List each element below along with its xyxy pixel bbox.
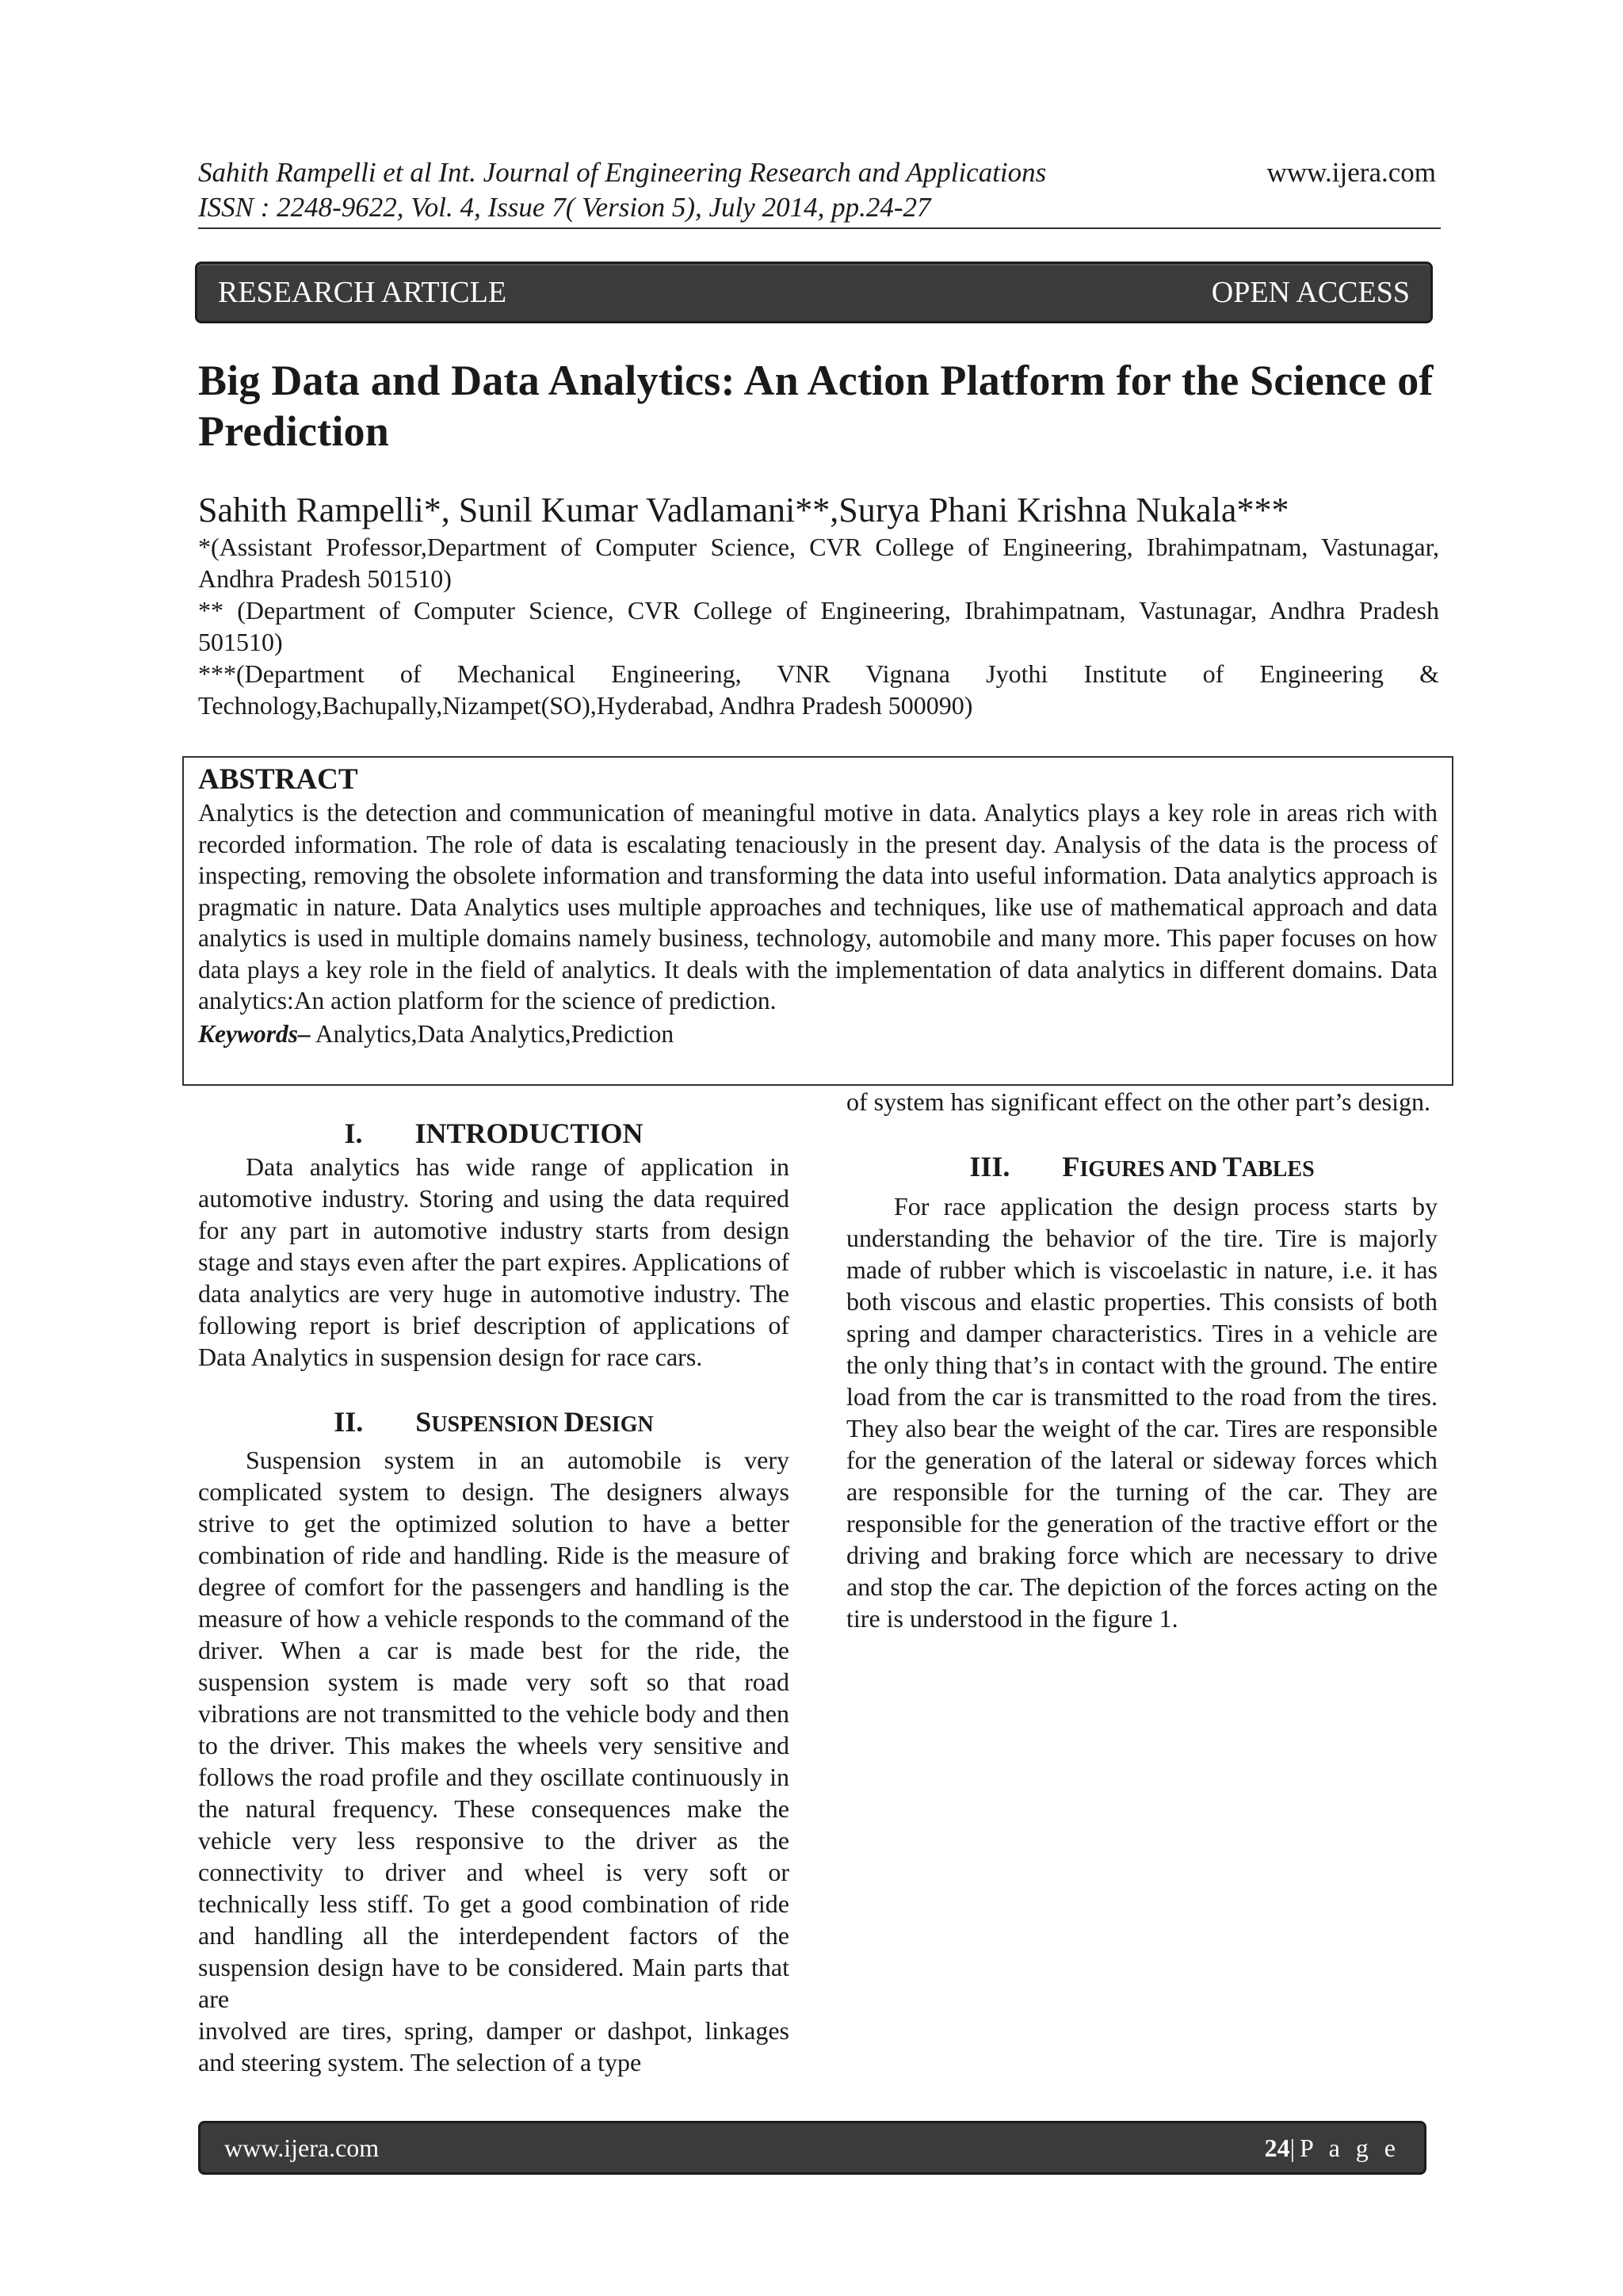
suspension-paragraph-cont: involved are tires, spring, damper or dashpot, linkages and steering system. The selection of a type bbox=[198, 2016, 789, 2076]
left-column bbox=[198, 1116, 789, 2078]
footer-url: www.ijera.com bbox=[224, 2133, 380, 2162]
keywords-list: Analytics,Data Analytics,Prediction bbox=[310, 1019, 674, 1048]
journal-citation: Sahith Rampelli et al Int. Journal of Engineering Research and Applications bbox=[198, 157, 1047, 188]
abstract-text: Analytics is the detection and communication of meaningful motive in data. Analytics plays a key role in areas rich with recorded information. The role of data is escalating tenaciously in the present day. Analysis of the data is the process of inspecting, removing the obsolete information and transforming the data into useful information. Data analytics approach is pragmatic in nature. Data Analytics uses multiple approaches and techniques, like use of mathematical approach and data analytics is used in multiple domains namely business, technology, automobile and many more. This paper focuses on how data plays a key role in the field of analytics. It deals with the implementation of data analytics in different domains. Data analytics:An action platform for the science of prediction. bbox=[198, 799, 1438, 1014]
page-footer bbox=[198, 2121, 1426, 2175]
affiliation-1: *(Assistant Professor,Department of Computer Science, CVR College of Engineering, Ibrahimpatnam, Vastunagar, Andhra Pradesh 501510) bbox=[198, 533, 1439, 593]
page-number bbox=[1265, 2134, 1400, 2163]
paper-title: Big Data and Data Analytics: An Action Platform for the Science of Prediction bbox=[198, 357, 1434, 455]
section-heading-suspension-design: II. SUSPENSION DESIGN bbox=[334, 1406, 654, 1438]
section-number: I. bbox=[344, 1117, 363, 1149]
header-rule bbox=[198, 227, 1441, 229]
suspension-paragraph: Suspension system in an automobile is very complicated system to design. The designers always strive to get the optimized solution to have a better combination of ride and handling. Ride is the measure of degree of comfort for the passengers and handling is the measure of how a vehicle responds to the command of the driver. When a car is made best for the ride, the suspension system is made very soft so that road vibrations are not transmitted to the vehicle body and then to the driver. This makes the wheels very sensitive and follows the road profile and they oscillate continuously in the natural frequency. These consequences make the vehicle very less responsive to the driver as the connectivity to driver and wheel is very soft or technically less stiff. To get a good combination of ride and handling all the interdependent factors of the suspension design have to be considered. Main parts that are bbox=[198, 1446, 789, 2013]
keywords-label: Keywords– bbox=[198, 1019, 311, 1048]
keywords-line bbox=[198, 1018, 1438, 1050]
article-type-banner bbox=[195, 262, 1433, 323]
banner-research-article: RESEARCH ARTICLE bbox=[218, 276, 507, 309]
affiliation-2: ** (Department of Computer Science, CVR College of Engineering, Ibrahimpatnam, Vastunagar, Andhra Pradesh 501510) bbox=[198, 596, 1439, 656]
introduction-paragraph: Data analytics has wide range of application in automotive industry. Storing and using the data required for any part in automotive industry starts from design stage and stays even after the part expires. Applications of data analytics are very huge in automotive industry. The following report is brief description of applications of Data Analytics in suspension design for race cars. bbox=[198, 1152, 789, 1371]
abstract-heading: ABSTRACT bbox=[198, 763, 358, 796]
issn-line: ISSN : 2248-9622, Vol. 4, Issue 7( Version 5), July 2014, pp.24-27 bbox=[198, 192, 931, 223]
journal-url: www.ijera.com bbox=[1266, 157, 1436, 188]
page-number-value: 24 bbox=[1264, 2133, 1290, 2162]
suspension-paragraph-end: of system has significant effect on the other part’s design. bbox=[846, 1087, 1430, 1116]
section-number: II. bbox=[334, 1406, 364, 1438]
section-heading-introduction bbox=[198, 1116, 789, 1151]
section-heading-figures-and-tables: III. FIGURES AND TABLES bbox=[969, 1151, 1315, 1182]
page-label: |P a g e bbox=[1289, 2133, 1400, 2162]
banner-open-access: OPEN ACCESS bbox=[1211, 276, 1410, 309]
abstract-box bbox=[182, 756, 1453, 1086]
section-title: INTRODUCTION bbox=[414, 1117, 643, 1149]
affiliation-3: ***(Department of Mechanical Engineering, VNR Vignana Jyothi Institute of Engineering & Technology,Bachupally,Nizampet(SO),Hyderabad, Andhra Pradesh 500090) bbox=[198, 659, 1439, 720]
right-column bbox=[846, 1086, 1438, 1634]
author-list: Sahith Rampelli*, Sunil Kumar Vadlamani**,Surya Phani Krishna Nukala*** bbox=[198, 491, 1289, 529]
section-number: III. bbox=[969, 1151, 1010, 1182]
figures-paragraph: For race application the design process starts by understanding the behavior of the tire. Tire is majorly made of rubber which is viscoelastic in nature, i.e. it has both viscous and elastic properties. This consists of both spring and damper characteristics. Tires in a vehicle are the only thing that’s in contact with the ground. The entire load from the car is transmitted to the road from the tires. They also bear the weight of the car. Tires are responsible for the generation of the lateral or sideway forces which are responsible for the turning of the car. They are responsible for the generation of the tractive effort or the driving and braking force which are necessary to drive and stop the car. The depiction of the forces acting on the tire is understood in the figure 1. bbox=[846, 1192, 1438, 1633]
